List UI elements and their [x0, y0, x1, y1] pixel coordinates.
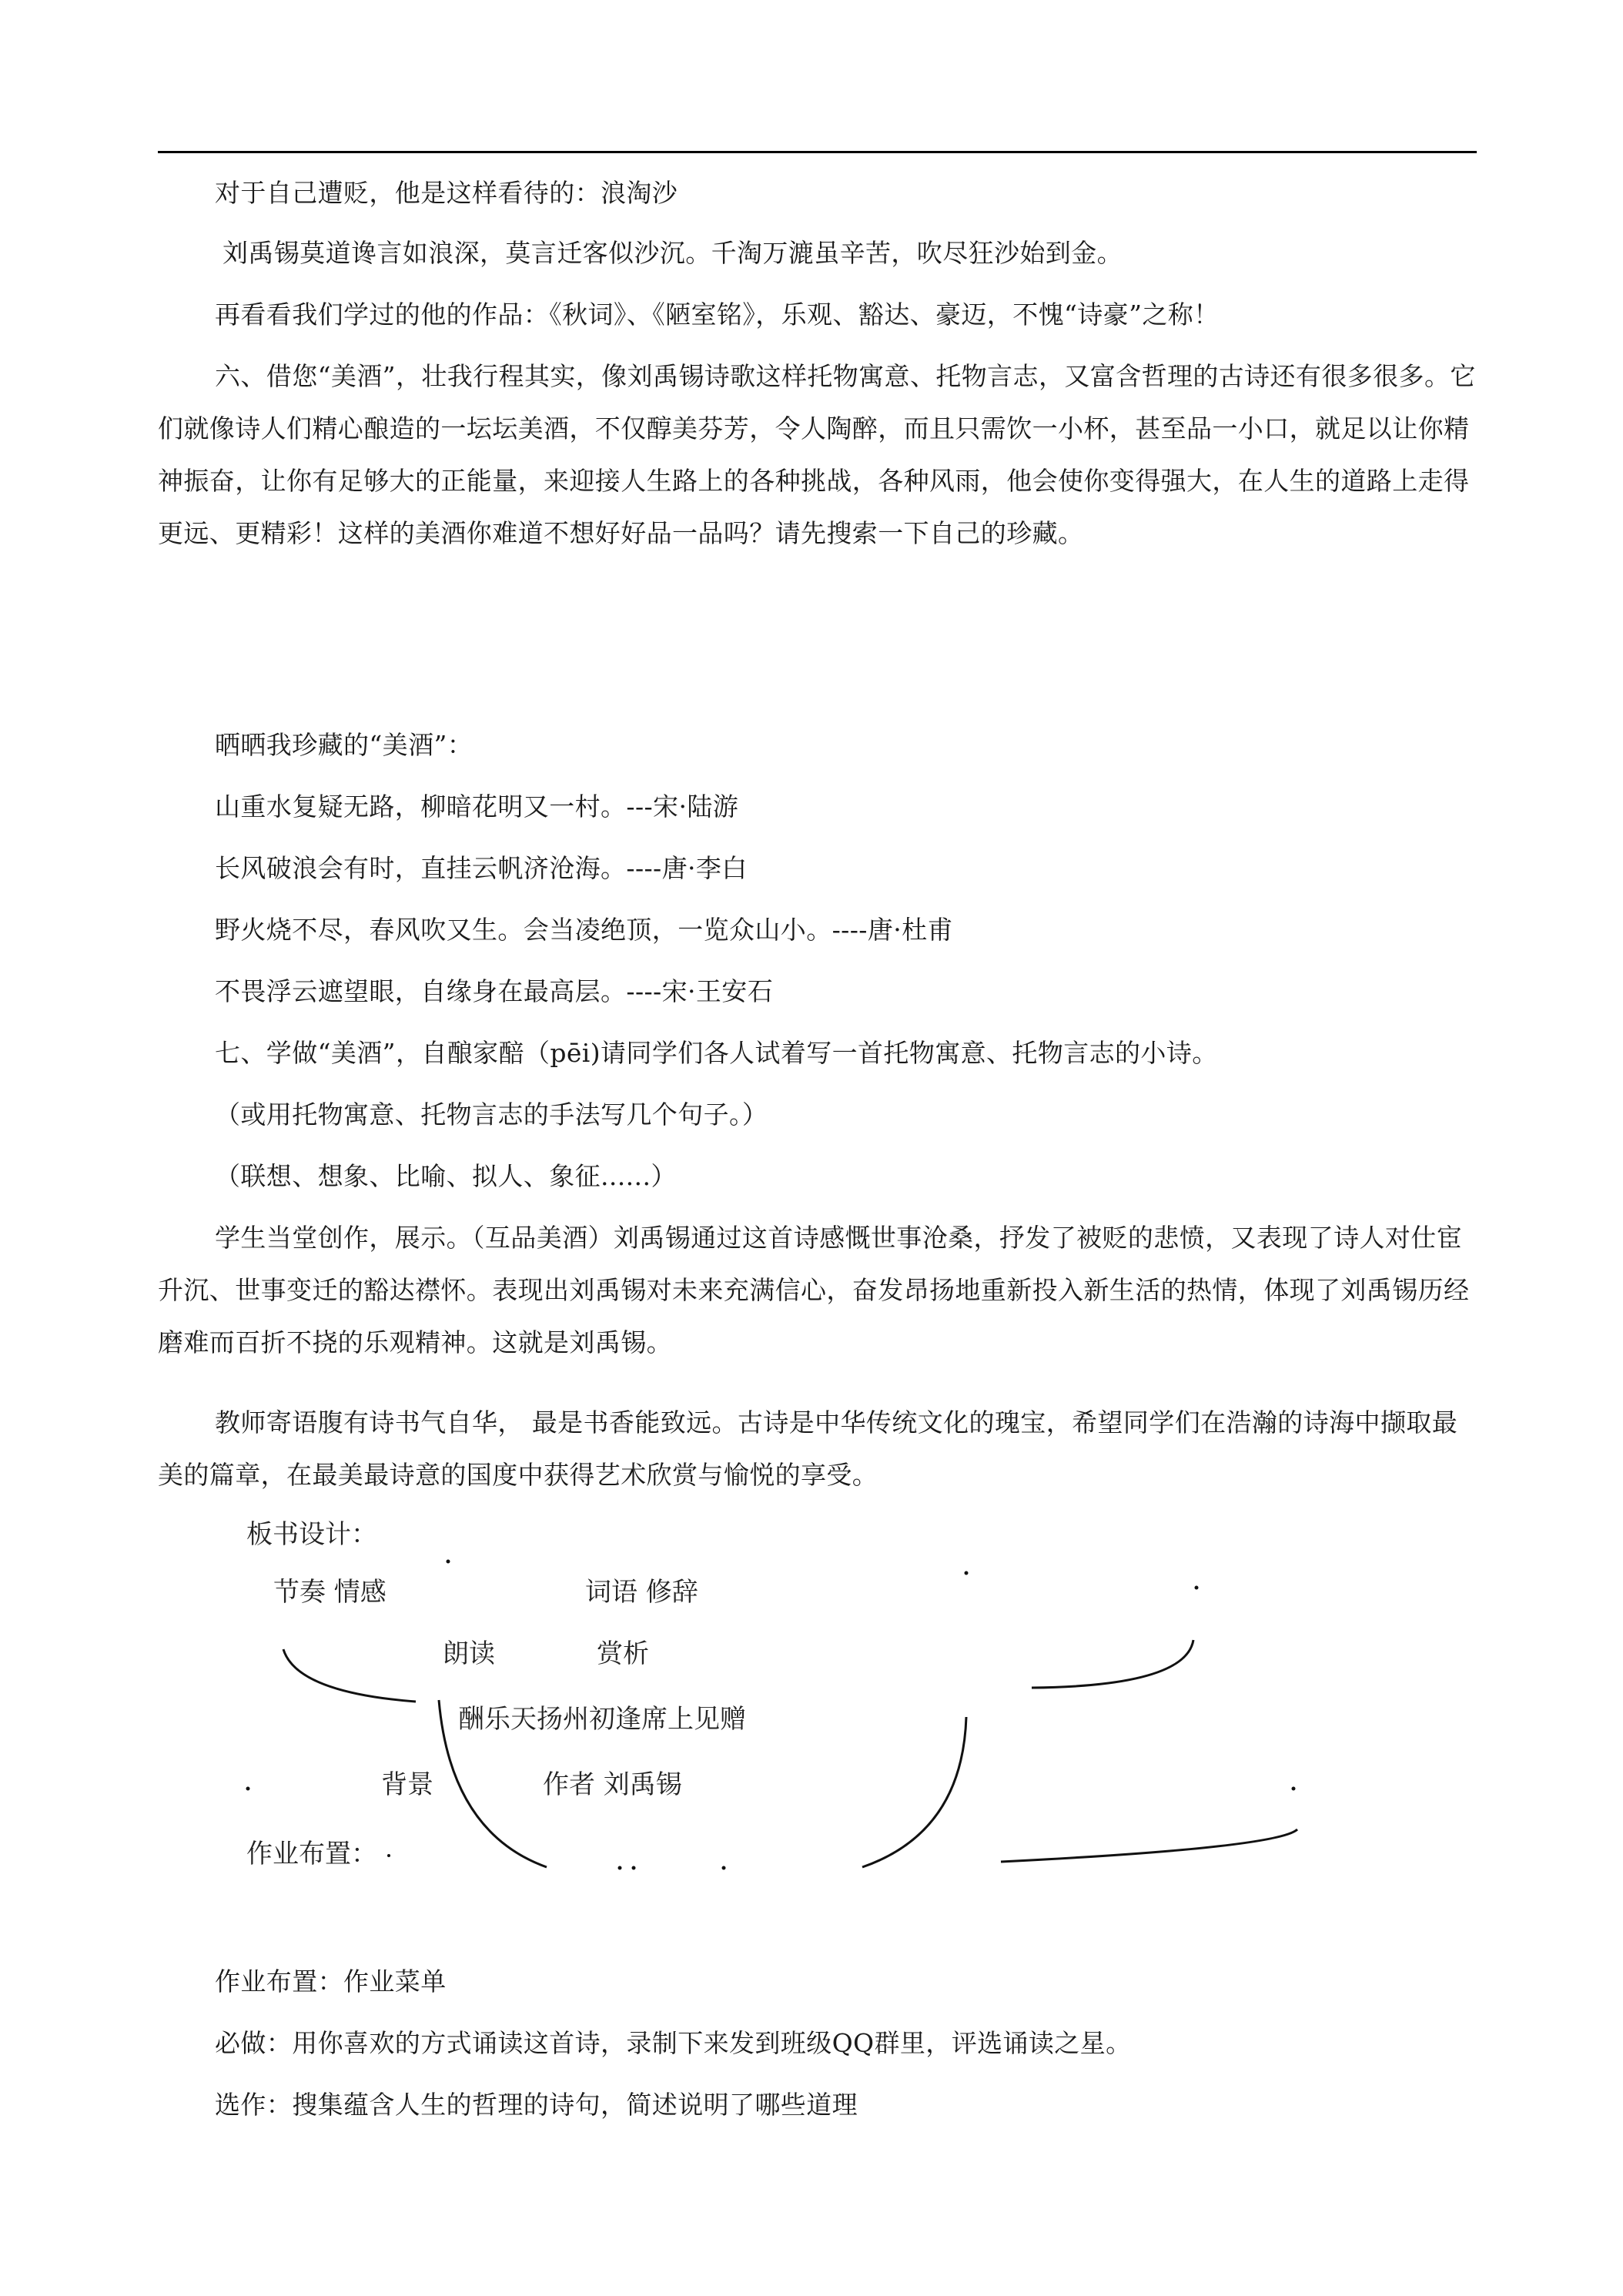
curve-left-top	[283, 1649, 416, 1702]
board-rhythm: 节奏 情感	[273, 1577, 387, 1608]
board-curves	[231, 1509, 1386, 1894]
homework-optional: 选作：搜集蕴含人生的哲理的诗句，简述说明了哪些道理	[215, 2090, 858, 2120]
board-poem-title: 酬乐天扬州初逢席上见赠	[458, 1704, 746, 1735]
curve-right-bottom	[862, 1717, 966, 1867]
curve-right-top	[1032, 1640, 1193, 1688]
curve-bottom-right	[1001, 1829, 1297, 1862]
paragraph: 晒晒我珍藏的“美酒”：	[215, 730, 474, 760]
board-author: 作者 刘禹锡	[543, 1769, 682, 1800]
quote-line: 野火烧不尽，春风吹又生。会当凌绝顶，一览众山小。----唐·杜甫	[215, 915, 953, 945]
board-title: 板书设计：	[246, 1519, 377, 1550]
paragraph: 六、借您“美酒”，壮我行程其实，像刘禹锡诗歌这样托物寓意、托物言志，又富含哲理的古诗还有很多很多。它们就像诗人们精心酿造的一坛坛美酒，不仅醇美芬芳，令人陶醉，而且只需饮一小杯，甚至品一小口，就足以让你精神振奋，让你有足够大的正能量，来迎接人生路上的各种挑战，各种风雨，他会使你变得强大，在人生的道路上走得更远、更精彩！这样的美酒你难道不想好好品一品吗？请先搜索一下自己的珍藏。	[158, 361, 1476, 548]
quote-line: 长风破浪会有时，直挂云帆济沧海。----唐·李白	[215, 853, 748, 883]
header-rule	[158, 151, 1477, 153]
paragraph: 学生当堂创作，展示。（互品美酒）刘禹锡通过这首诗感慨世事沧桑，抒发了被贬的悲愤，又表现了诗人对仕宦升沉、世事变迁的豁达襟怀。表现出刘禹锡对未来充满信心，奋发昂扬地重新投入新生活的热情，体现了刘禹锡历经磨难而百折不挠的乐观精神。这就是刘禹锡。	[158, 1223, 1470, 1357]
paragraph: 教师寄语腹有诗书气自华， 最是书香能致远。古诗是中华传统文化的瑰宝，希望同学们在浩瀚的诗海中撷取最美的篇章，在最美最诗意的国度中获得艺术欣赏与愉悦的享受。	[158, 1407, 1458, 1490]
board-homework: 作业布置：	[246, 1839, 377, 1869]
board-background: 背景	[381, 1769, 433, 1800]
board-design-diagram	[231, 1509, 1386, 1894]
quote-line: 不畏浮云遮望眼，自缘身在最高层。----宋·王安石	[215, 976, 774, 1006]
homework-title: 作业布置：作业菜单	[215, 1966, 447, 1996]
quote-line: 山重水复疑无路，柳暗花明又一村。---宋·陆游	[215, 792, 739, 822]
paragraph: 七、学做“美酒”，自酿家醅（pēi)请同学们各人试着写一首托物寓意、托物言志的小诗。	[215, 1038, 1218, 1068]
homework-required: 必做：用你喜欢的方式诵读这首诗，录制下来发到班级QQ群里，评选诵读之星。	[215, 2028, 1132, 2058]
poem-paragraph: 刘禹锡莫道谗言如浪深，莫言迁客似沙沉。千淘万漉虽辛苦，吹尽狂沙始到金。	[223, 238, 1123, 268]
board-words: 词语 修辞	[585, 1577, 698, 1608]
paragraph: 再看看我们学过的他的作品：《秋词》、《陋室铭》，乐观、豁达、豪迈，不愧“诗豪”之称！	[215, 300, 1220, 330]
paragraph: 对于自己遭贬，他是这样看待的：浪淘沙	[215, 178, 678, 208]
paragraph: （联想、想象、比喻、拟人、象征......）	[215, 1161, 677, 1191]
board-reading: 朗读	[443, 1638, 495, 1669]
board-appreciation: 赏析	[597, 1638, 649, 1669]
paragraph: （或用托物寓意、托物言志的手法写几个句子。）	[215, 1099, 768, 1130]
